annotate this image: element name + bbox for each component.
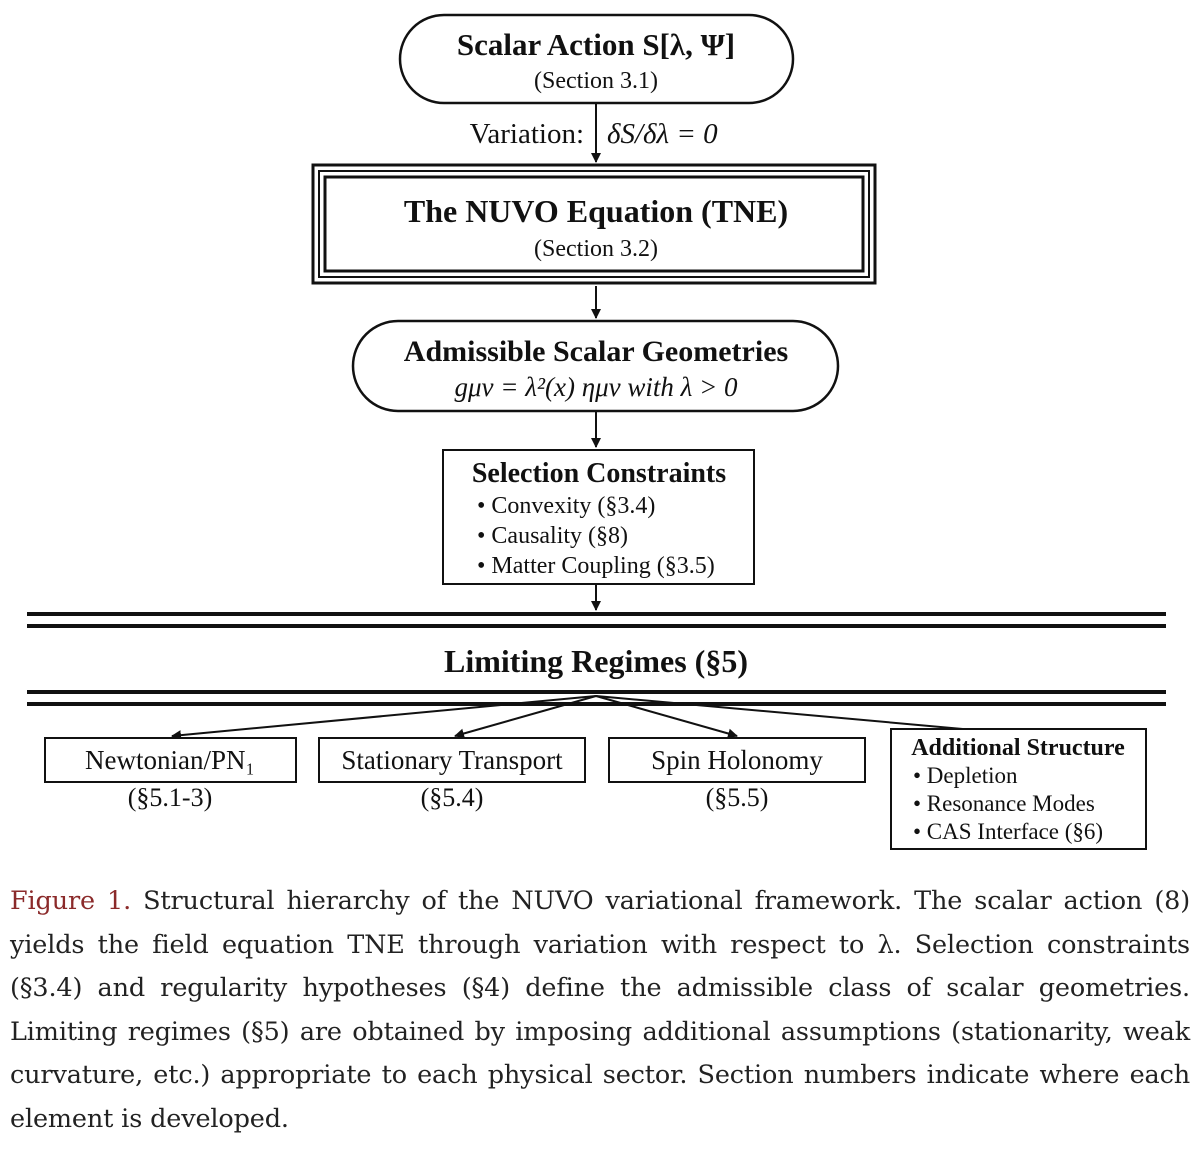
figure-caption	[10, 880, 1190, 1141]
additional-item: • CAS Interface (§6)	[913, 819, 1104, 844]
regime-stationary-transport	[319, 738, 585, 812]
admissible-title: Admissible Scalar Geometries	[403, 335, 789, 368]
tne-section: (Section 3.2)	[534, 236, 658, 262]
caption-text: Structural hierarchy of the NUVO variational framework. The scalar action (8) yields the field equation TNE through variation with respect to λ. Selection constraints (§3.4) and regularity hypotheses (§4) define the admissible class of scalar geometries. Limiting regimes (§5) are obtained by imposing additional assumptions (stationarity, weak curvature, etc.) appropriate to each physical sector. Section numbers indicate where each element is developed.	[10, 886, 1190, 1134]
selection-item: • Causality (§8)	[477, 523, 629, 549]
tne-node	[313, 165, 875, 283]
regime-spin-holonomy	[609, 738, 865, 812]
selection-title: Selection Constraints	[471, 458, 727, 489]
admissible-node	[353, 321, 838, 411]
figure-label: Figure 1.	[10, 886, 132, 916]
selection-item: • Matter Coupling (§3.5)	[477, 553, 715, 579]
admissible-formula: gμν = λ²(x) ημν with λ > 0	[454, 372, 738, 402]
scalar-action-section: (Section 3.1)	[534, 68, 658, 94]
limiting-regimes-band	[27, 614, 1166, 704]
variation-label: Variation:	[469, 118, 584, 150]
scalar-action-node	[400, 15, 793, 103]
regime-section: (§5.1-3)	[127, 783, 213, 812]
regime-title: Spin Holonomy	[651, 745, 823, 775]
additional-title: Additional Structure	[911, 735, 1125, 761]
selection-node	[443, 450, 754, 584]
tne-title: The NUVO Equation (TNE)	[403, 193, 789, 229]
additional-structure-node	[891, 729, 1146, 849]
regime-newtonian	[45, 738, 296, 812]
limiting-title: Limiting Regimes (§5)	[444, 643, 748, 679]
selection-item: • Convexity (§3.4)	[477, 493, 656, 519]
scalar-action-title: Scalar Action S[λ, Ψ]	[456, 27, 736, 62]
regime-section: (§5.5)	[705, 783, 769, 812]
variation-equation: δS/δλ = 0	[607, 118, 718, 150]
additional-item: • Resonance Modes	[913, 791, 1095, 816]
additional-item: • Depletion	[913, 763, 1018, 788]
regime-title: Newtonian/PN₁	[85, 745, 255, 775]
regime-title: Stationary Transport	[341, 745, 563, 775]
regime-section: (§5.4)	[420, 783, 484, 812]
